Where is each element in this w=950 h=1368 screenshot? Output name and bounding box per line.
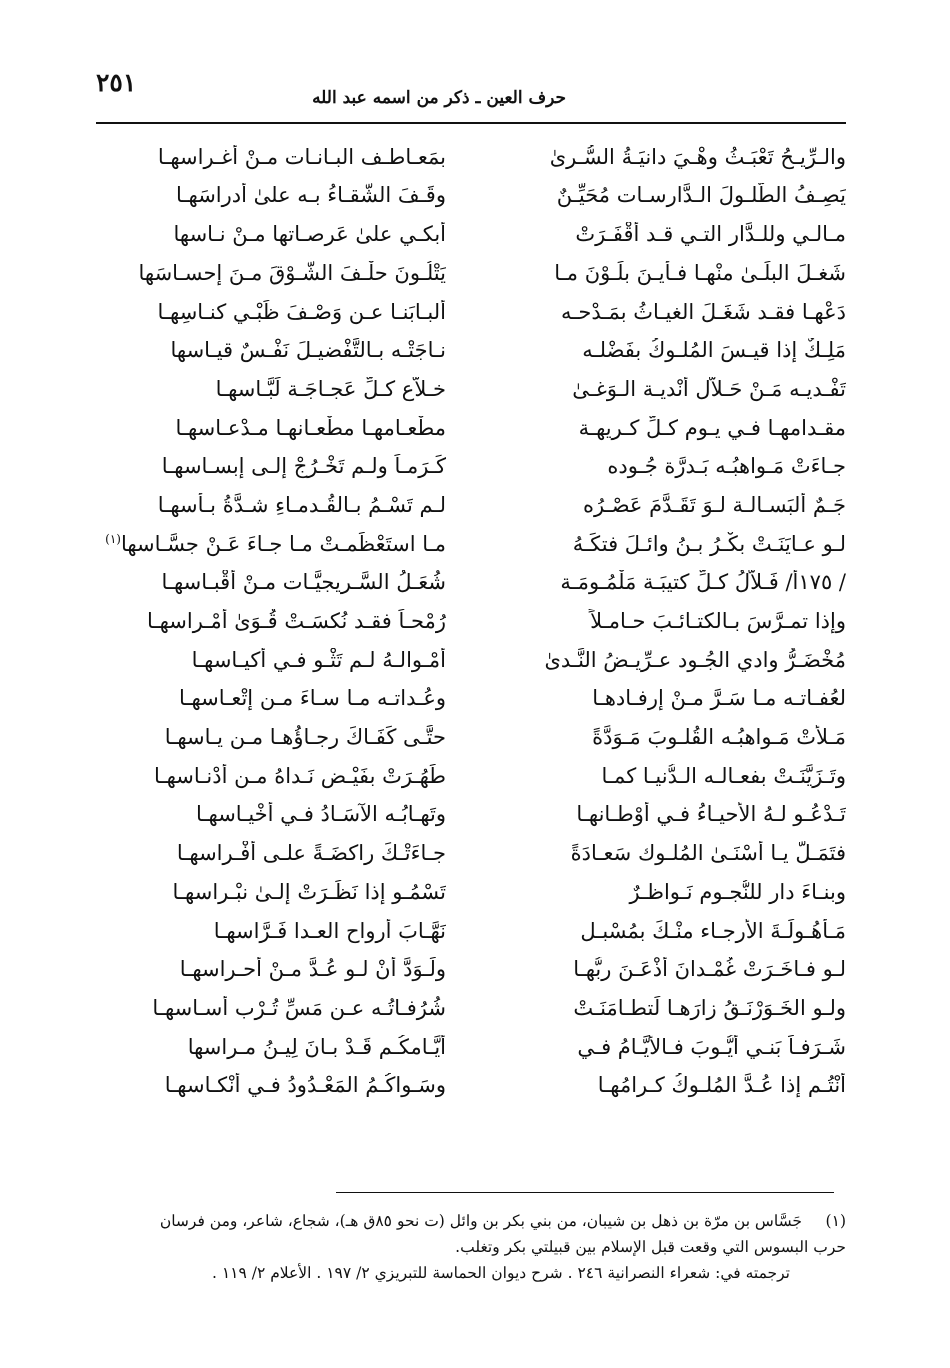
verse-first-hemistich: مُخْضَـرُّ وادي الجُـود عـرِّيـضُ النَّـدىٰ (544, 647, 846, 672)
footnotes (96, 1208, 846, 1286)
verse-second-text: ولَـوَدَّ أنْ لـو عُـدَّ مـنْ أحـراسهـا (179, 957, 446, 982)
footnote-rule (336, 1192, 834, 1193)
verse-line (96, 486, 846, 525)
verse-second-hemistich (96, 802, 446, 827)
verse-second-hemistich (96, 454, 446, 479)
verse-line (96, 293, 846, 332)
footnote-number: (١) (825, 1212, 846, 1230)
verse-line (96, 177, 846, 216)
footnote-text: جَسَّاس بن مرّة بن ذهل بن شيبان، من بني بكر بن وائل (ت نحو ٨٥ق هـ)، شجاع، شاعر، ومن فرسان (159, 1212, 802, 1230)
verse-second-hemistich (96, 300, 446, 325)
verse-second-hemistich (96, 841, 446, 866)
verse-second-text: يَتْلُـونَ حلْـفَ الشَّـوْقَ مـنَ إحسـاسَها (138, 260, 446, 285)
verse-line (96, 873, 846, 912)
verse-second-text: نَهَّـابَ أرواح العـدا فَـرَّاسهـا (213, 918, 446, 943)
verse-first-hemistich: مقـدامهـا فـي يـوم كـلِّ كـريهـة (578, 415, 846, 440)
verse-first-hemistich: تَفْـديـه مَـنْ حَـلاَّل أنْديـة الـوَغـىٰ (572, 376, 846, 401)
verse-first-hemistich: والـرِّيـحُ تَعْبَـثُ وهْـيَ دانيَـةُ السُّـرىٰ (549, 144, 846, 169)
poem (96, 138, 846, 1105)
footnote-line (96, 1208, 846, 1234)
verse-first-hemistich: شَـرَفـاً بَنـي أيُّـوبَ فـالأيَّـامُ فـي (577, 1034, 846, 1059)
footnote-sources: ترجمته في: شعراء النصرانية ٢٤٦ . شرح ديوان الحماسة للتبريزي ٢/ ١٩٧ . الأعلام ٢/ ١١٩ . (211, 1264, 790, 1282)
verse-line (96, 138, 846, 177)
verse-second-text: مـا استَعْظَمـتْ مـا جـاءَ عَـنْ جسَّـاسها (120, 531, 446, 556)
verse-second-text: شُعَـلُ السَّـريجيَّـات مـنْ أقْبـاسهـا (161, 570, 446, 595)
verse-line (96, 564, 846, 603)
verse-second-hemistich (96, 493, 446, 518)
running-header: حرف العين ـ ذكر من اسمه عبد الله (312, 88, 566, 108)
verse-second-text: شُرُفـاتُـه عـن مَسِّ تُـرْب أسـاسهـا (152, 995, 446, 1020)
verse-second-hemistich (96, 570, 446, 595)
verse-second-text: وعُـداتـه مـا سـاءَ مـن إتْعـاسهـا (178, 686, 446, 711)
verse-second-hemistich (96, 764, 446, 789)
verse-line (96, 834, 846, 873)
verse-first-hemistich: لـو عـايَنَـتْ بكْـرُ بـنُ وائـلَ فتكَـهُ (572, 531, 846, 556)
verse-line (96, 757, 846, 796)
verse-second-text: أبكـي علىٰ عَرصـاتها مـنْ نـاسها (173, 222, 446, 247)
verse-second-hemistich (96, 222, 446, 247)
verse-first-hemistich: / ١٧٥أ/ فَـلاَّلُ كـلِّ كتيبَـة مَلْمُـومَـة (560, 570, 846, 595)
footnote-text: حرب البسوس التي وقعت قبل الإسلام بين قبيلتي بكر وتغلب. (455, 1238, 846, 1256)
verse-line (96, 331, 846, 370)
verse-line (96, 409, 846, 448)
verse-first-hemistich: أنْتُـم إذا عُـدَّ المُلـوكُ كـرامُهـا (597, 1073, 846, 1098)
verse-line (96, 912, 846, 951)
verse-second-hemistich (96, 609, 446, 634)
verse-second-hemistich (96, 880, 446, 905)
verse-second-text: مطْعـامهـا مطْعـانهـا مـدْعـاسهـا (175, 415, 446, 440)
footnote-line (96, 1260, 846, 1286)
verse-second-hemistich (96, 919, 446, 944)
verse-line (96, 989, 846, 1028)
verse-second-text: جـاءَتْـكَ راكضَـةً علـى أفْـراسهـا (176, 841, 446, 866)
verse-second-hemistich (96, 1035, 446, 1060)
verse-second-text: كَـرَمـاً ولـم تَخْـرُجْ إلـى إبسـاسهـا (161, 454, 446, 479)
verse-second-text: لـم تَسْـمُ بـالقُـدمـاءِ شـدَّةُ بـأسهـا (157, 492, 446, 517)
verse-line (96, 448, 846, 487)
verse-second-hemistich (96, 183, 446, 208)
verse-line (96, 1067, 846, 1106)
verse-first-hemistich: مَلِـكٌ إذا قيـسَ المُلـوكُ بفَضْلـه (582, 338, 846, 363)
verse-first-hemistich: مـالـي وللـدَّار التـي قـد أقْفَـرَتْ (575, 222, 846, 247)
verse-line (96, 525, 846, 564)
verse-first-hemistich: مَـأهُـولَـةَ الأرجـاء منْـكَ بمُسْبـل (580, 918, 846, 943)
verse-second-text: وتَهـابُـه الآسَـادُ فـي أخْيـاسهـا (195, 802, 446, 827)
verse-first-hemistich: فتَمَـلَّ يـا أسْنَـىٰ المُلـوك سَعـادَةً (570, 841, 846, 866)
verse-first-hemistich: تَـدْعُـو لـهُ الأحيـاءُ فـي أوْطـانهـا (576, 802, 846, 827)
verse-second-text: خـلاَّعِ كـلِّ عَجـاجَـة لَبَّـاسهـا (215, 376, 446, 401)
verse-second-text: وقَـفَ الشَّقـاءُ بـه علىٰ أدراسَهـا (175, 183, 446, 208)
footnote-line (96, 1234, 846, 1260)
verse-first-hemistich: لـو فـاخَـرَتْ غُمْـدانَ أذْعَـنَ ربُّهـا (573, 957, 846, 982)
verse-second-text: ألبـابَنـا عـن وَصْـفَ ظَبْـيِ كنـاسِهـا (157, 299, 446, 324)
verse-first-hemistich: وتَـزَيَّنَـتْ بفعـالـه الـدُّنيـا كمـا (601, 763, 846, 788)
verse-second-text: أيَّـامكُـم قَـدْ بـانَ لِيـنُ مـراسها (187, 1034, 446, 1059)
verse-second-text: نـاجَتْـه بـالتَّفْضيـلَ نَفْـسٌ قيـاسها (170, 338, 446, 363)
verse-line (96, 680, 846, 719)
verse-second-hemistich (96, 957, 446, 982)
verse-second-hemistich (96, 377, 446, 402)
verse-second-hemistich (96, 532, 446, 557)
page-number: ٢٥١ (96, 68, 137, 97)
verse-first-hemistich: جَـمٌ ألبَسـالـة لـوَ تَقَـدَّمَ عَصْـرُه (582, 492, 846, 517)
verse-line (96, 215, 846, 254)
verse-second-hemistich (96, 145, 446, 170)
verse-second-text: أمْـوالـهُ لـم تَثْـو فـي أكيـاسهـا (191, 647, 446, 672)
verse-second-text: بمَعـاطـف البـانـات مـنْ أغـراسهـا (157, 144, 446, 169)
verse-second-text: حتَّـى كَفَـاكَ رجـاؤُهـا مـن يـاسهـا (164, 725, 446, 750)
verse-line (96, 718, 846, 757)
verse-line (96, 602, 846, 641)
verse-second-text: وسَـواكُـمُ المَعْـدُودُ فـي أنْكـاسهـا (164, 1073, 446, 1098)
verse-line (96, 796, 846, 835)
verse-second-text: طَهُـرَتْ بفَيْـض نَـداهُ مـن أدْنـاسهـا (154, 763, 446, 788)
verse-second-hemistich (96, 338, 446, 363)
verse-first-hemistich: ولـو الخَـوَرْنَـقُ زارَهـا لَتطـامَنَـتْ (573, 995, 846, 1020)
verse-first-hemistich: جـاءَتْ مَـواهبُـه بَـدرَّة جُـوده (607, 454, 846, 479)
verse-second-hemistich (96, 648, 446, 673)
header-rule (96, 122, 846, 124)
verse-first-hemistich: مَـلأَتْ مَـواهبُـه القُلـوبَ مَـوَدَّةً (592, 725, 846, 750)
verse-first-hemistich: شَغـلَ البلَـىٰ منْهـا فـأيـنَ بلَـوْنَ مـا (554, 260, 846, 285)
verse-second-hemistich (96, 261, 446, 286)
verse-line (96, 254, 846, 293)
verse-second-hemistich (96, 725, 446, 750)
verse-second-text: رُمْحـاً فقـد نُكسَـتْ قُـوَىٰ أمْـراسهـا (147, 609, 446, 633)
verse-first-hemistich: دَعْهـا فقـد شَغَـلَ الغيـاثُ بمَـدْحـه (560, 299, 846, 324)
verse-first-hemistich: يَصِـفُ الطُّلـولَ الـدَّارسـات مُحَيِّـنٌ (556, 183, 846, 208)
verse-second-hemistich (96, 1073, 446, 1098)
verse-line (96, 950, 846, 989)
verse-line (96, 370, 846, 409)
verse-first-hemistich: وبنـاءَ دار للنُّجـوم نَـواظـرٌ (629, 879, 846, 904)
verse-line (96, 1028, 846, 1067)
verse-second-hemistich (96, 686, 446, 711)
verse-first-hemistich: لعُفـاتـه مـا سَـرَّ مـنْ إرفـادهـا (592, 686, 846, 711)
verse-second-hemistich (96, 996, 446, 1021)
verse-first-hemistich: وإذا تمـرَّسَ بـالكتـائـبَ حـامـلاً (590, 609, 846, 633)
footnote-marker[interactable]: (١) (105, 531, 121, 546)
verse-line (96, 641, 846, 680)
verse-second-hemistich (96, 416, 446, 441)
verse-second-text: تَسْمُـو إذا نَظَـرَتْ إلـىٰ نبْـراسهـا (172, 879, 446, 904)
